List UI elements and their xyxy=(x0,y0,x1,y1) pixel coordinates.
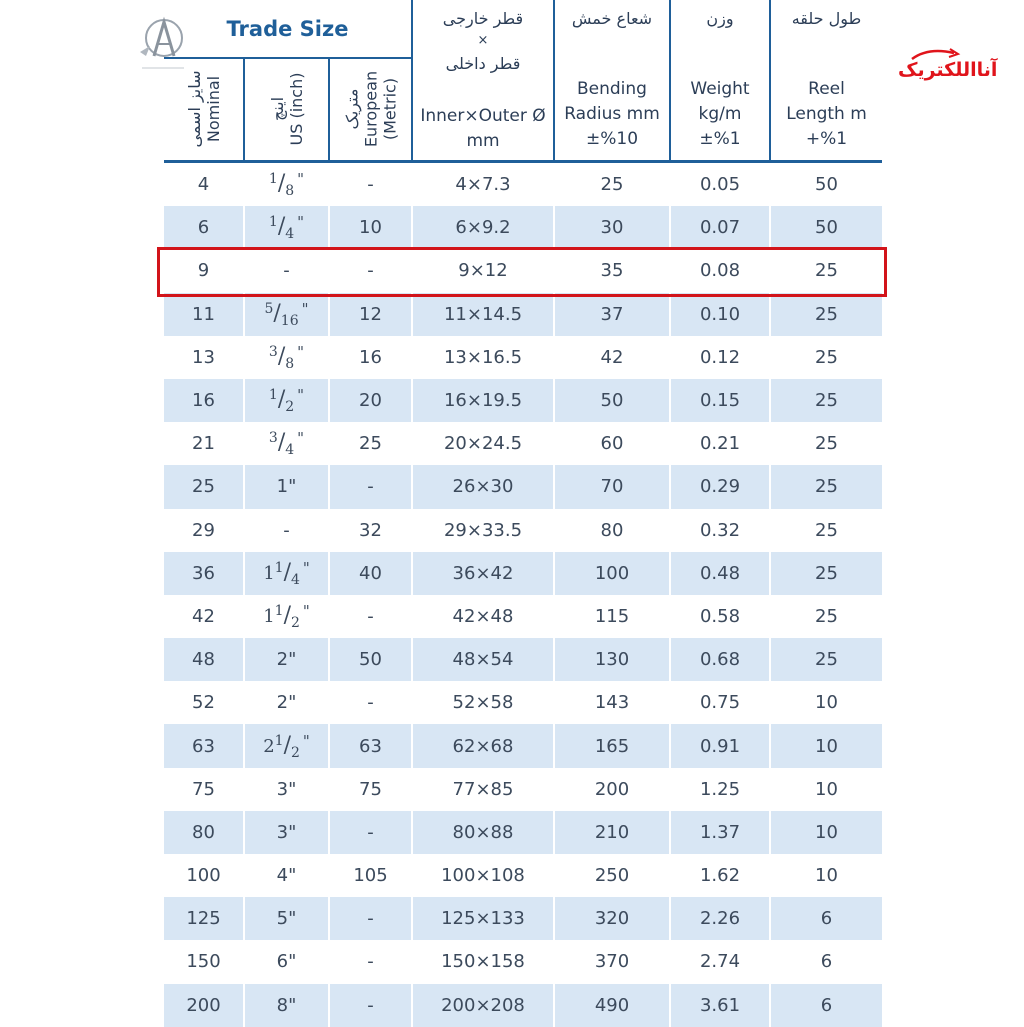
diameter-cell: 36×42 xyxy=(411,552,553,595)
reel-cell: 10 xyxy=(769,724,882,767)
fraction-q: " xyxy=(297,386,305,405)
us-cell: 3" xyxy=(243,768,328,811)
reel-header-fa: طول حلقه xyxy=(791,9,862,28)
nominal-cell: 200 xyxy=(186,994,221,1016)
european-header xyxy=(328,57,411,160)
reel-cell: 6 xyxy=(769,940,882,983)
reel-cell: 25 xyxy=(769,509,882,552)
us-cell: 8" xyxy=(243,984,328,1027)
table-row xyxy=(164,681,882,724)
nominal-cell: 25 xyxy=(192,476,215,498)
nominal-cell: 29 xyxy=(192,519,215,541)
fraction-q: " xyxy=(297,342,305,361)
reel-header xyxy=(769,0,882,160)
table-row xyxy=(164,984,882,1027)
diameter-cell: 13×16.5 xyxy=(411,336,553,379)
fraction-q: " xyxy=(302,558,310,577)
diameter-cell: 26×30 xyxy=(411,465,553,508)
fraction-num: 1 xyxy=(268,387,278,404)
table-row xyxy=(164,897,882,940)
nominal-cell: 42 xyxy=(192,605,215,627)
us-header-fa: اینچ xyxy=(267,96,287,121)
diameter-times: × xyxy=(477,33,489,48)
bending-cell: 370 xyxy=(553,940,669,983)
weight-cell: 0.15 xyxy=(669,379,769,422)
diameter-cell: 6×9.2 xyxy=(411,206,553,249)
table-row xyxy=(164,811,882,854)
bending-cell: 165 xyxy=(553,724,669,767)
european-cell: - xyxy=(328,984,411,1027)
weight-cell: 3.61 xyxy=(669,984,769,1027)
nominal-cell: 63 xyxy=(192,735,215,757)
bending-cell: 210 xyxy=(553,811,669,854)
european-cell: - xyxy=(328,465,411,508)
us-cell xyxy=(243,293,328,336)
bending-cell: 490 xyxy=(553,984,669,1027)
us-fraction xyxy=(263,732,310,761)
european-cell: 50 xyxy=(328,638,411,681)
fraction-den: 2 xyxy=(285,399,295,416)
weight-cell: 1.25 xyxy=(669,768,769,811)
fraction-slash: / xyxy=(283,732,291,758)
diameter-cell: 11×14.5 xyxy=(411,293,553,336)
diameter-cell: 29×33.5 xyxy=(411,509,553,552)
fraction-den: 2 xyxy=(290,744,300,761)
bending-cell: 30 xyxy=(553,206,669,249)
us-cell: 6" xyxy=(243,940,328,983)
nominal-cell: 80 xyxy=(192,821,215,843)
fraction-num: 1 xyxy=(274,602,284,619)
row-highlight-box xyxy=(157,247,887,297)
table-row xyxy=(164,422,882,465)
diameter-header xyxy=(411,0,553,160)
european-cell: 40 xyxy=(328,552,411,595)
fraction-den: 8 xyxy=(285,355,295,372)
reel-cell: 6 xyxy=(769,984,882,1027)
us-cell xyxy=(243,422,328,465)
diameter-cell: 100×108 xyxy=(411,854,553,897)
us-fraction xyxy=(269,429,304,458)
nominal-cell: 48 xyxy=(192,649,215,671)
weight-cell: 0.07 xyxy=(669,206,769,249)
nominal-cell: 125 xyxy=(186,908,221,930)
reel-cell: 25 xyxy=(769,422,882,465)
us-cell xyxy=(243,379,328,422)
european-cell: 10 xyxy=(328,206,411,249)
us-cell xyxy=(243,206,328,249)
fraction-slash: / xyxy=(277,214,286,240)
brand-text: آنااللکتریک xyxy=(898,59,998,81)
bending-cell: 143 xyxy=(553,681,669,724)
reel-cell: 10 xyxy=(769,854,882,897)
diameter-cell: 200×208 xyxy=(411,984,553,1027)
reel-cell: 6 xyxy=(769,897,882,940)
diameter-cell: 80×88 xyxy=(411,811,553,854)
bending-cell: 320 xyxy=(553,897,669,940)
european-cell: - xyxy=(328,681,411,724)
diameter-cell: 48×54 xyxy=(411,638,553,681)
fraction-num: 3 xyxy=(268,343,278,360)
fraction-slash: / xyxy=(277,387,286,413)
diameter-cell: 125×133 xyxy=(411,897,553,940)
fraction-q: " xyxy=(297,213,305,232)
weight-header-fa: وزن xyxy=(706,9,734,28)
us-cell: 1" xyxy=(243,465,328,508)
weight-cell: 1.37 xyxy=(669,811,769,854)
us-cell xyxy=(243,163,328,206)
weight-cell: 1.62 xyxy=(669,854,769,897)
bending-cell: 42 xyxy=(553,336,669,379)
us-fraction xyxy=(269,343,304,372)
european-cell: - xyxy=(328,249,411,292)
table-row xyxy=(164,724,882,767)
table-row xyxy=(164,509,882,552)
fraction-q: " xyxy=(297,170,305,189)
fraction-num: 1 xyxy=(268,214,278,231)
reel-cell: 25 xyxy=(769,595,882,638)
weight-cell: 0.91 xyxy=(669,724,769,767)
fraction-slash: / xyxy=(283,602,291,628)
fraction-slash: / xyxy=(273,300,281,326)
fraction-den: 4 xyxy=(285,442,295,459)
table-row xyxy=(164,336,882,379)
nominal-cell: 6 xyxy=(197,217,210,239)
european-cell: 32 xyxy=(328,509,411,552)
reel-cell: 50 xyxy=(769,163,882,206)
bending-header-en-2: Radius mm xyxy=(564,104,660,124)
nominal-cell: 36 xyxy=(192,562,215,584)
european-cell: 16 xyxy=(328,336,411,379)
bending-header-fa: شعاع خمش xyxy=(571,9,653,28)
reel-cell: 25 xyxy=(769,336,882,379)
bending-cell: 200 xyxy=(553,768,669,811)
us-fraction xyxy=(263,602,310,631)
fraction-q: " xyxy=(302,731,310,750)
reel-cell: 25 xyxy=(769,465,882,508)
nominal-cell: 75 xyxy=(192,778,215,800)
bending-cell: 37 xyxy=(553,293,669,336)
reel-cell: 25 xyxy=(769,249,882,292)
table-row xyxy=(164,465,882,508)
weight-cell: 0.29 xyxy=(669,465,769,508)
us-fraction xyxy=(263,559,310,588)
european-cell: - xyxy=(328,811,411,854)
us-cell: - xyxy=(243,509,328,552)
european-cell: 12 xyxy=(328,293,411,336)
table-row xyxy=(164,940,882,983)
fraction-den: 8 xyxy=(285,183,295,200)
fraction-slash: / xyxy=(277,430,286,456)
weight-header xyxy=(669,0,769,160)
us-cell xyxy=(243,724,328,767)
fraction-num: 1 xyxy=(274,732,284,749)
bending-cell: 130 xyxy=(553,638,669,681)
nominal-cell: 16 xyxy=(192,390,215,412)
table-row xyxy=(164,595,882,638)
us-fraction xyxy=(269,213,304,242)
fraction-den: 4 xyxy=(285,226,295,243)
bending-cell: 100 xyxy=(553,552,669,595)
diameter-header-en-2: mm xyxy=(466,131,500,151)
bending-cell: 35 xyxy=(553,249,669,292)
fraction-num: 1 xyxy=(274,559,284,576)
reel-cell: 25 xyxy=(769,379,882,422)
european-cell: 25 xyxy=(328,422,411,465)
us-cell xyxy=(243,595,328,638)
diameter-header-en-1: Inner×Outer Ø xyxy=(420,106,546,126)
fraction-q: " xyxy=(301,299,309,318)
reel-cell: 10 xyxy=(769,811,882,854)
fraction-slash: / xyxy=(277,171,286,197)
weight-cell: 0.75 xyxy=(669,681,769,724)
fraction-den: 2 xyxy=(290,614,300,631)
diameter-cell: 62×68 xyxy=(411,724,553,767)
diameter-cell: 4×7.3 xyxy=(411,163,553,206)
nominal-header xyxy=(164,57,243,160)
european-cell: 20 xyxy=(328,379,411,422)
reel-header-en-3: +%1 xyxy=(805,129,848,149)
us-cell xyxy=(243,336,328,379)
us-fraction xyxy=(269,386,304,415)
us-cell: 2" xyxy=(243,638,328,681)
fraction-num: 3 xyxy=(268,430,278,447)
fraction-den: 4 xyxy=(290,571,300,588)
us-cell xyxy=(243,552,328,595)
table-row xyxy=(164,638,882,681)
weight-header-en-1: Weight xyxy=(690,79,750,99)
nominal-cell: 150 xyxy=(186,951,221,973)
nominal-cell: 13 xyxy=(192,346,215,368)
diameter-header-fa-2: قطر داخلی xyxy=(445,54,521,73)
metric-header-en: (Metric) xyxy=(380,77,399,140)
nominal-cell: 100 xyxy=(186,865,221,887)
us-fraction xyxy=(264,300,308,329)
european-cell: - xyxy=(328,897,411,940)
diameter-cell: 52×58 xyxy=(411,681,553,724)
us-fraction xyxy=(269,170,304,199)
bending-cell: 80 xyxy=(553,509,669,552)
fraction-whole: 1 xyxy=(263,562,275,584)
table-row xyxy=(164,552,882,595)
weight-cell: 0.12 xyxy=(669,336,769,379)
fraction-num: 1 xyxy=(268,171,278,188)
european-cell: - xyxy=(328,940,411,983)
nominal-cell: 21 xyxy=(192,433,215,455)
nominal-cell: 9 xyxy=(197,260,210,282)
brand-logo xyxy=(898,45,998,101)
table-row xyxy=(164,768,882,811)
nominal-cell: 11 xyxy=(192,303,215,325)
us-cell: 2" xyxy=(243,681,328,724)
reel-cell: 10 xyxy=(769,768,882,811)
fraction-den: 16 xyxy=(280,312,299,329)
weight-cell: 0.21 xyxy=(669,422,769,465)
weight-header-en-2: kg/m xyxy=(698,104,742,124)
reel-cell: 25 xyxy=(769,552,882,595)
fraction-slash: / xyxy=(277,343,286,369)
reel-cell: 25 xyxy=(769,293,882,336)
table-row xyxy=(164,854,882,897)
table-row xyxy=(164,293,882,336)
nominal-cell: 52 xyxy=(192,692,215,714)
european-cell: 75 xyxy=(328,768,411,811)
weight-cell: 0.48 xyxy=(669,552,769,595)
fraction-num: 5 xyxy=(264,300,274,317)
reel-cell: 50 xyxy=(769,206,882,249)
bending-cell: 25 xyxy=(553,163,669,206)
diameter-header-fa-1: قطر خارجی xyxy=(442,9,524,28)
nominal-header-en: Nominal xyxy=(203,75,223,142)
table-row xyxy=(164,206,882,249)
table-row xyxy=(164,379,882,422)
diameter-cell: 77×85 xyxy=(411,768,553,811)
fraction-whole: 1 xyxy=(263,605,275,627)
weight-cell: 0.58 xyxy=(669,595,769,638)
diameter-cell: 16×19.5 xyxy=(411,379,553,422)
bending-cell: 70 xyxy=(553,465,669,508)
us-cell: - xyxy=(243,249,328,292)
weight-cell: 0.32 xyxy=(669,509,769,552)
diameter-cell: 20×24.5 xyxy=(411,422,553,465)
reel-cell: 10 xyxy=(769,681,882,724)
weight-cell: 2.26 xyxy=(669,897,769,940)
us-header-en: US (inch) xyxy=(286,72,306,145)
european-header-fa: متریک xyxy=(342,88,361,129)
european-cell: - xyxy=(328,163,411,206)
nominal-header-fa: سایز اسمی xyxy=(184,69,204,148)
us-cell: 3" xyxy=(243,811,328,854)
bending-header-en-1: Bending xyxy=(577,79,647,99)
us-cell: 5" xyxy=(243,897,328,940)
weight-cell: 0.68 xyxy=(669,638,769,681)
fraction-q: " xyxy=(297,429,305,448)
weight-cell: 2.74 xyxy=(669,940,769,983)
diameter-cell: 150×158 xyxy=(411,940,553,983)
european-cell: - xyxy=(328,595,411,638)
bending-cell: 250 xyxy=(553,854,669,897)
bending-header xyxy=(553,0,669,160)
us-inch-header xyxy=(243,57,328,160)
weight-cell: 0.05 xyxy=(669,163,769,206)
fraction-whole: 2 xyxy=(263,735,275,757)
table-header xyxy=(164,0,882,163)
reel-header-en-1: Reel xyxy=(808,79,845,99)
us-cell: 4" xyxy=(243,854,328,897)
european-cell: 63 xyxy=(328,724,411,767)
weight-header-en-3: ±%1 xyxy=(699,129,741,149)
reel-cell: 25 xyxy=(769,638,882,681)
european-cell: 105 xyxy=(328,854,411,897)
bending-header-en-3: ±%10 xyxy=(585,129,639,149)
diameter-cell: 9×12 xyxy=(411,249,553,292)
weight-cell: 0.10 xyxy=(669,293,769,336)
trade-size-heading: Trade Size xyxy=(164,0,411,59)
diameter-cell: 42×48 xyxy=(411,595,553,638)
weight-cell: 0.08 xyxy=(669,249,769,292)
reel-header-en-2: Length m xyxy=(786,104,867,124)
fraction-slash: / xyxy=(283,559,291,585)
bending-cell: 115 xyxy=(553,595,669,638)
european-header-en: European xyxy=(361,70,380,147)
nominal-cell: 4 xyxy=(197,174,210,196)
fraction-q: " xyxy=(302,601,310,620)
bending-cell: 60 xyxy=(553,422,669,465)
table-row xyxy=(164,163,882,206)
bending-cell: 50 xyxy=(553,379,669,422)
